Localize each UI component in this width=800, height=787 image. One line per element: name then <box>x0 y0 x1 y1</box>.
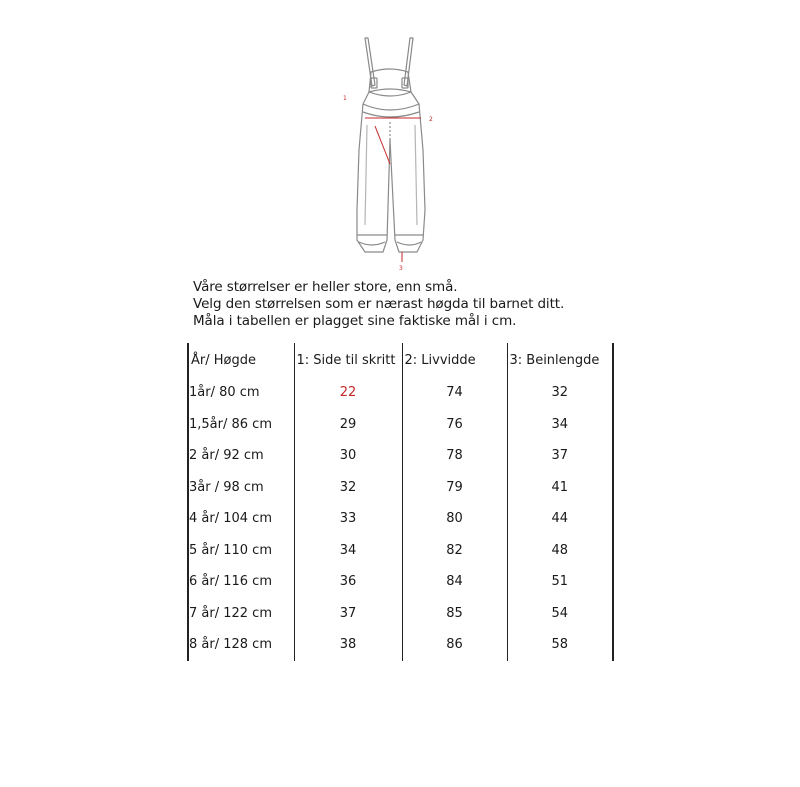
leg-cell: 54 <box>507 598 613 630</box>
waist-cell: 79 <box>402 472 507 504</box>
side-cell: 33 <box>294 503 402 535</box>
marker-1: 1 <box>343 95 347 102</box>
waist-cell: 80 <box>402 503 507 535</box>
leg-cell: 32 <box>507 377 613 409</box>
waist-cell: 85 <box>402 598 507 630</box>
marker-3: 3 <box>399 265 403 272</box>
table-row <box>188 377 613 409</box>
waist-cell: 86 <box>402 629 507 661</box>
table-row <box>188 440 613 472</box>
table-row <box>188 566 613 598</box>
leg-cell: 48 <box>507 535 613 567</box>
side-cell: 29 <box>294 409 402 441</box>
table-row <box>188 629 613 661</box>
size-cell: 1,5år/ 86 cm <box>188 409 294 441</box>
side-cell: 38 <box>294 629 402 661</box>
overalls-measurement-diagram-icon <box>335 30 445 275</box>
size-cell: 3år / 98 cm <box>188 472 294 504</box>
side-cell: 30 <box>294 440 402 472</box>
side-cell: 36 <box>294 566 402 598</box>
intro-line-2: Velg den størrelsen som er nærast høgda til barnet ditt. <box>193 296 565 312</box>
size-cell: 6 år/ 116 cm <box>188 566 294 598</box>
size-cell: 2 år/ 92 cm <box>188 440 294 472</box>
leg-cell: 58 <box>507 629 613 661</box>
waist-cell: 84 <box>402 566 507 598</box>
table-row <box>188 409 613 441</box>
size-cell: 5 år/ 110 cm <box>188 535 294 567</box>
waist-cell: 82 <box>402 535 507 567</box>
waist-cell: 76 <box>402 409 507 441</box>
side-cell: 22 <box>294 377 402 409</box>
waist-cell: 78 <box>402 440 507 472</box>
table-row <box>188 598 613 630</box>
size-cell: 1år/ 80 cm <box>188 377 294 409</box>
leg-cell: 44 <box>507 503 613 535</box>
header-leg-length: 3: Beinlengde <box>507 343 613 377</box>
side-cell: 37 <box>294 598 402 630</box>
size-cell: 7 år/ 122 cm <box>188 598 294 630</box>
table-row <box>188 503 613 535</box>
header-size: År/ Høgde <box>188 343 294 377</box>
size-cell: 8 år/ 128 cm <box>188 629 294 661</box>
intro-text <box>193 279 564 330</box>
table-header-row <box>188 343 613 377</box>
table-row <box>188 535 613 567</box>
leg-cell: 51 <box>507 566 613 598</box>
side-cell: 34 <box>294 535 402 567</box>
size-cell: 4 år/ 104 cm <box>188 503 294 535</box>
size-table <box>187 343 614 661</box>
overalls-illustration <box>335 30 445 275</box>
waist-cell: 74 <box>402 377 507 409</box>
intro-line-1: Våre størrelser er heller store, enn små. <box>193 279 458 295</box>
leg-cell: 41 <box>507 472 613 504</box>
marker-2: 2 <box>429 116 433 123</box>
intro-line-3: Måla i tabellen er plagget sine faktiske mål i cm. <box>193 313 517 329</box>
header-side-to-crotch: 1: Side til skritt <box>294 343 402 377</box>
side-cell: 32 <box>294 472 402 504</box>
table-row <box>188 472 613 504</box>
header-waist: 2: Livvidde <box>402 343 507 377</box>
leg-cell: 34 <box>507 409 613 441</box>
leg-cell: 37 <box>507 440 613 472</box>
